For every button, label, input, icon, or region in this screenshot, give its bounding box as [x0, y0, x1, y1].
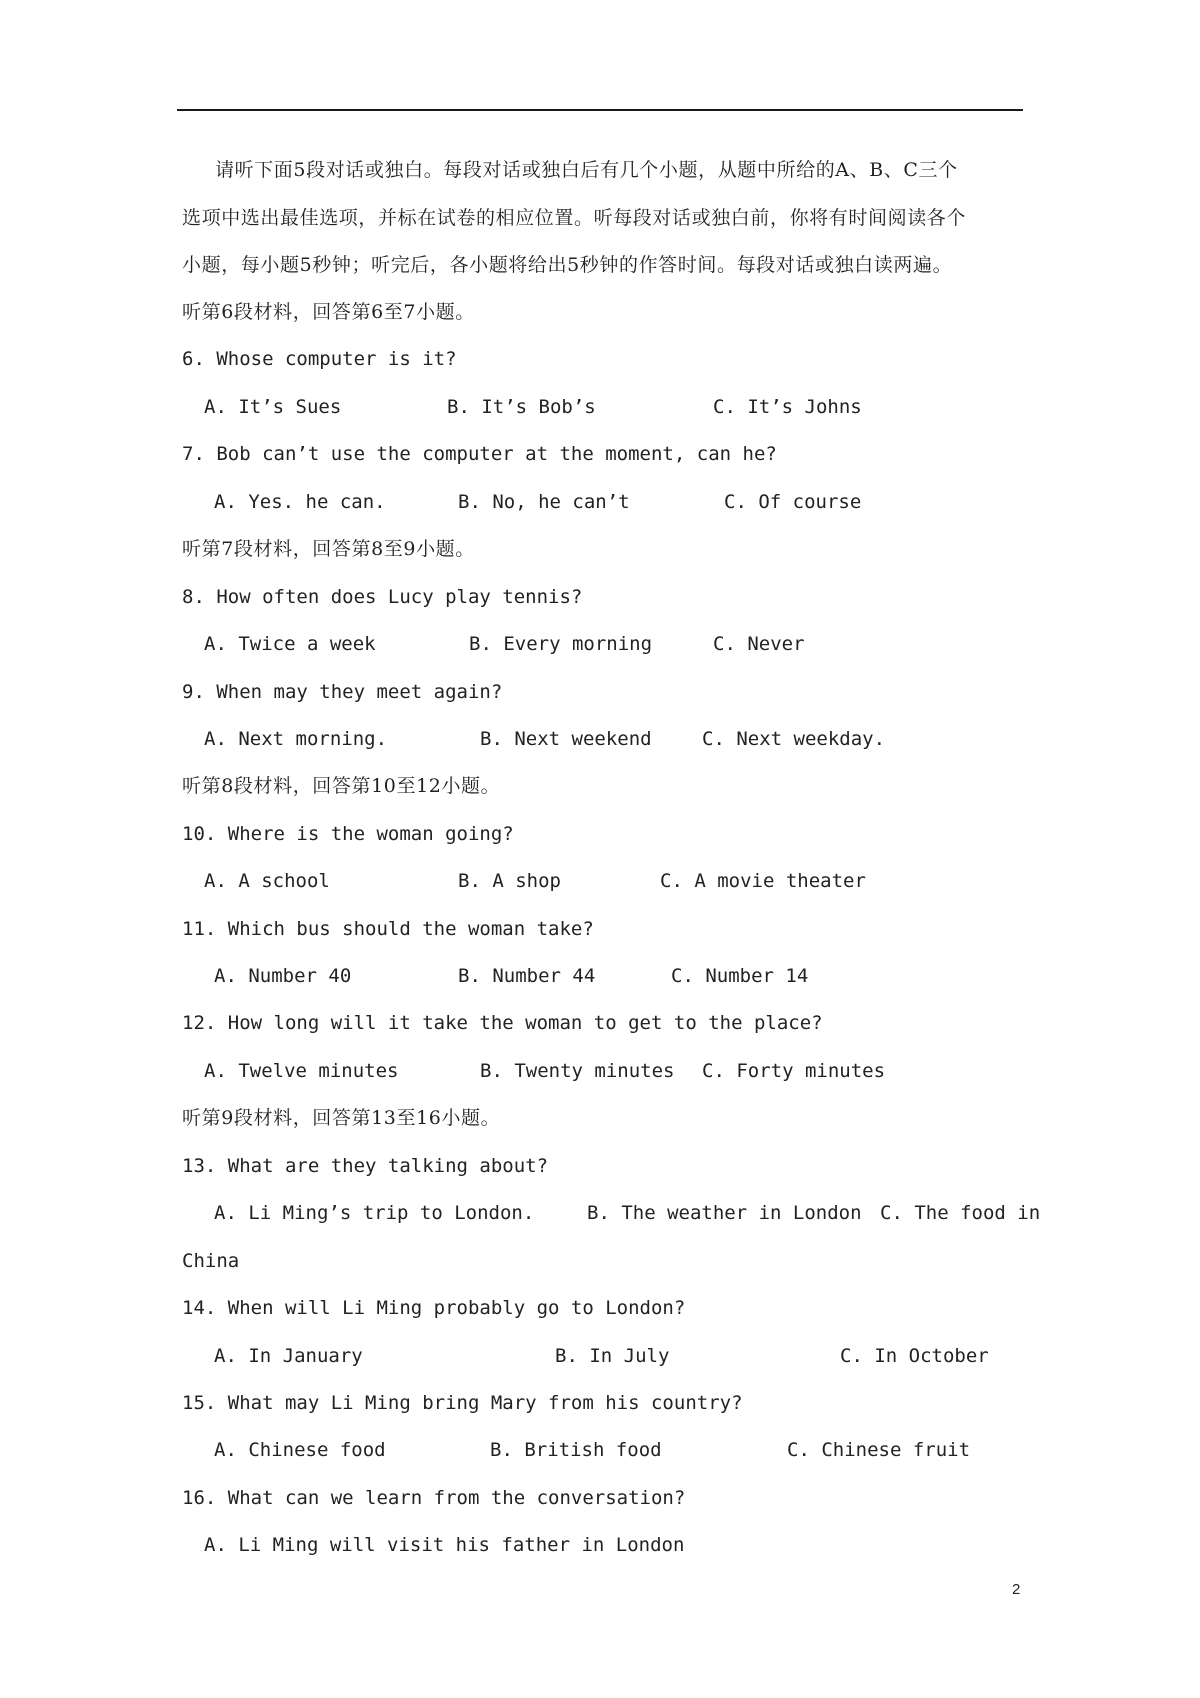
option-c: C. A movie theater [660, 870, 866, 892]
question-10: 10. Where is the woman going? [182, 823, 514, 845]
option-b: B. A shop [458, 870, 561, 892]
option-a: A. Next morning. [204, 728, 388, 750]
option-a: A. Yes. he can. [214, 491, 386, 513]
option-b: B. Twenty minutes [480, 1060, 675, 1082]
option-b: B. British food [490, 1439, 662, 1461]
option-c: C. Number 14 [671, 965, 809, 987]
option-a: A. Twice a week [204, 633, 376, 655]
header-rule [177, 109, 1023, 111]
option-a: A. A school [204, 870, 330, 892]
intro-line-2: 选项中选出最佳选项，并标在试卷的相应位置。听每段对话或独白前，你将有时间阅读各个 [182, 207, 967, 229]
option-a: A. Chinese food [214, 1439, 386, 1461]
question-9: 9. When may they meet again? [182, 681, 503, 703]
option-b: B. In July [555, 1345, 670, 1367]
option-a: A. Li Ming will visit his father in London [204, 1534, 685, 1556]
option-c: C. Of course [724, 491, 862, 513]
option-b: B. Number 44 [458, 965, 596, 987]
option-c: C. Never [713, 633, 805, 655]
option-c: C. Next weekday. [702, 728, 886, 750]
option-a: A. Li Ming’s trip to London. [214, 1202, 535, 1224]
intro-line-1: 请听下面5段对话或独白。每段对话或独白后有几个小题，从题中所给的A、B、C三个 [215, 159, 958, 181]
section-heading: 听第8段材料，回答第10至12小题。 [182, 775, 501, 797]
option-b: B. The weather in London [587, 1202, 862, 1224]
option-c: C. It’s Johns [713, 396, 862, 418]
question-7: 7. Bob can’t use the computer at the moment, can he? [182, 443, 777, 465]
question-6: 6. Whose computer is it? [182, 348, 457, 370]
option-b: B. Every morning [469, 633, 653, 655]
question-12: 12. How long will it take the woman to get to the place? [182, 1012, 823, 1034]
question-14: 14. When will Li Ming probably go to London? [182, 1297, 686, 1319]
option-b: B. It’s Bob’s [447, 396, 596, 418]
question-13: 13. What are they talking about? [182, 1155, 549, 1177]
question-8: 8. How often does Lucy play tennis? [182, 586, 583, 608]
section-heading: 听第6段材料，回答第6至7小题。 [182, 301, 475, 323]
option-c: C. The food in [880, 1202, 1041, 1224]
option-b: B. Next weekend [480, 728, 652, 750]
question-11: 11. Which bus should the woman take? [182, 918, 594, 940]
option-c-continuation: China [182, 1250, 240, 1272]
page-number: 2 [1012, 1581, 1021, 1598]
option-c: C. Forty minutes [702, 1060, 886, 1082]
section-heading: 听第9段材料，回答第13至16小题。 [182, 1107, 501, 1129]
option-c: C. Chinese fruit [787, 1439, 971, 1461]
option-a: A. Number 40 [214, 965, 352, 987]
option-a: A. In January [214, 1345, 363, 1367]
option-b: B. No, he can’t [458, 491, 630, 513]
option-a: A. It’s Sues [204, 396, 342, 418]
intro-line-3: 小题，每小题5秒钟；听完后，各小题将给出5秒钟的作答时间。每段对话或独白读两遍。 [182, 254, 953, 276]
section-heading: 听第7段材料，回答第8至9小题。 [182, 538, 475, 560]
question-15: 15. What may Li Ming bring Mary from his country? [182, 1392, 743, 1414]
option-c: C. In October [840, 1345, 989, 1367]
option-a: A. Twelve minutes [204, 1060, 399, 1082]
question-16: 16. What can we learn from the conversation? [182, 1487, 686, 1509]
